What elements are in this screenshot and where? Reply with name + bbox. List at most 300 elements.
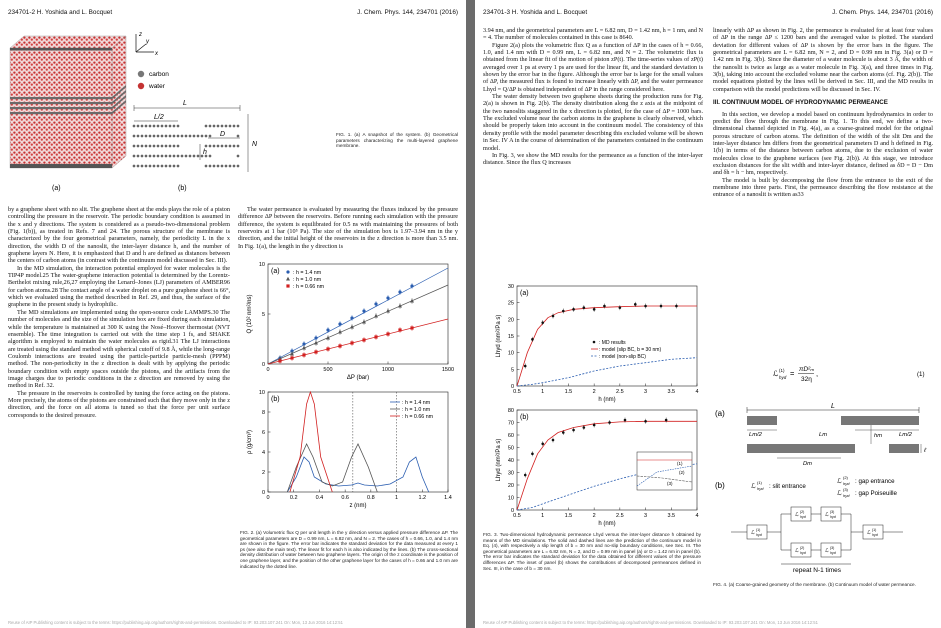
svg-text:(2): (2)	[843, 475, 848, 480]
svg-text:(3): (3)	[843, 487, 848, 492]
left-column-1	[8, 206, 230, 419]
panel-label: (b)	[271, 396, 280, 403]
md-point	[552, 439, 555, 442]
carbon-atom	[237, 165, 240, 168]
fig4-hm-label: hm	[874, 433, 883, 439]
h-label: h	[203, 149, 207, 156]
axis-x-label: x	[155, 51, 158, 57]
svg-text:hyd: hyd	[830, 515, 836, 519]
watermark: Reuse of AIP Publishing content is subject to the terms: https://publishing.aip.org/authors/rights-and-permissions. Downloaded to IP: 93.203.107.241 On: Mon, 13 Jun 2016 14:12:51	[483, 620, 818, 625]
y-tick-label: 30	[507, 470, 514, 477]
x-tick-label: 0	[266, 367, 270, 373]
svg-text:ℒ: ℒ	[751, 483, 756, 490]
paragraph: 3.94 nm, and the geometrical parameters are L = 6.82 nm, D = 1.42 nm, h = 1 nm, and N = 4. The number of molecules contained in this case is 8640.	[483, 27, 703, 42]
carbon-atom	[173, 165, 176, 168]
panel-label: (b)	[520, 414, 529, 421]
paragraph: linearly with ΔP as shown in Fig. 2, the permeance is evaluated for at least four values of ΔP in the range ΔP ≤ 1200 bars and the averaged value is plotted. The standard deviation for different values of ΔP is shown by the error bars in the figure. The geometrical parameters are L = 6.82 nm, N = 2, and D = 0.99 nm in Fig. 3(a) or D = 1.42 nm in Fig. 3(b). Since the diameter of a water molecule is about 3 Å, the width of the nanoslit is twice as large as a water molecule in Fig. 3(a), and three times in Fig. 3(b), taking into account the excluded volume near the carbon atoms (cf. Fig. 2(b)). The model equations plotted by the lines will be derived in Sec. III, and the MD results in comparison with the model predictions will be discussed in Sec. IV.	[713, 27, 933, 93]
md-point	[634, 303, 637, 306]
carbon-atom	[189, 155, 192, 158]
carbon-atom	[153, 165, 156, 168]
carbon-atom	[141, 155, 144, 158]
legend-marker	[286, 284, 289, 287]
y-tick-label: 60	[507, 433, 514, 439]
gap-entrance-label: : gap entrance	[855, 478, 895, 485]
legend-marker	[593, 341, 596, 344]
lower-slab	[747, 444, 855, 453]
carbon-atom	[169, 155, 172, 158]
paragraph: In Fig. 3, we show the MD results for the permeance as a function of the inter-layer distance. Since the flux Q increases	[483, 151, 703, 167]
carbon-atom	[153, 155, 156, 158]
md-point	[624, 419, 627, 422]
y-tick-label: 6	[261, 430, 265, 436]
svg-text:ℒ: ℒ	[837, 478, 842, 485]
y-tick-label: 0	[261, 362, 265, 368]
carbon-atom	[177, 155, 180, 158]
carbon-atom	[217, 125, 220, 128]
axis-y-label: y	[146, 39, 149, 45]
md-point	[665, 419, 668, 422]
header-left-text: 234701-2 H. Yoshida and L. Bocquet	[8, 9, 113, 16]
x-tick-label: 0.8	[367, 495, 375, 501]
data-point	[326, 336, 330, 340]
right-column-2	[713, 27, 933, 199]
paragraph: by a graphene sheet with no slit. The graphene sheet at the ends plays the role of a piston controlling the pressure in the reservoir. The periodic boundary condition is assumed in the x and y directions. The system is considered as a pseudo-two-dimensional problem (Fig. 1(b)), as treated in Refs. 7 and 24. The porous structure of the membrane is characterized by the four geometrical parameters, namely, the periodicity L in the x direction, the width D of the nanoslit, the inter-layer distance h, and the number of graphene layers N. Here, it is emphasized that D and h are defined as distances between the centers of carbon atoms (in contrast with the continuum model discussed in Sec. III).	[8, 206, 230, 265]
carbon-atom	[165, 165, 168, 168]
model-slip-line	[517, 306, 697, 386]
x-tick-label: 2	[592, 389, 596, 395]
svg-text:hyd: hyd	[800, 551, 806, 555]
carbon-atom	[229, 125, 232, 128]
carbon-atom	[205, 125, 208, 128]
md-point	[572, 429, 575, 432]
y-tick-label: 80	[507, 408, 514, 414]
carbon-atom	[237, 125, 240, 128]
carbon-atom	[157, 125, 160, 128]
carbon-atom	[161, 135, 164, 138]
left-page-header	[8, 9, 458, 21]
svg-text:ℒ: ℒ	[837, 490, 842, 497]
svg-text:hyd: hyd	[779, 375, 787, 380]
carbon-atom	[229, 145, 232, 148]
carbon-legend-icon	[138, 71, 144, 77]
md-point	[562, 310, 565, 313]
x-axis-label: h (nm)	[598, 521, 616, 527]
fit-line	[268, 319, 448, 364]
svg-text:(3): (3)	[830, 546, 835, 550]
data-point	[386, 332, 389, 335]
md-point	[541, 321, 544, 324]
right-column-1	[483, 27, 703, 167]
md-point	[583, 306, 586, 309]
carbon-atom	[133, 135, 136, 138]
carbon-atom	[173, 125, 176, 128]
carbon-atom	[157, 165, 160, 168]
panel-label: (a)	[271, 268, 280, 275]
carbon-atom	[133, 155, 136, 158]
svg-text:(2): (2)	[800, 510, 805, 514]
carbon-atom	[141, 135, 144, 138]
x-tick-label: 1	[395, 495, 399, 501]
md-point	[593, 308, 596, 311]
y-tick-label: 20	[507, 317, 514, 324]
carbon-atom	[205, 145, 208, 148]
legend-label: : h = 1.4 nm	[402, 400, 431, 406]
slit-entrance-label: : slit entrance	[769, 483, 806, 490]
svg-text:(3): (3)	[830, 510, 835, 514]
x-tick-label: 1.5	[564, 389, 573, 395]
gap-poiseuille-label: : gap Poiseuille	[855, 490, 897, 497]
carbon-atom	[173, 155, 176, 158]
svg-text:hyd: hyd	[872, 533, 878, 537]
carbon-atom	[209, 125, 212, 128]
fig4-L-label: L	[831, 403, 835, 410]
y-tick-label: 0	[510, 384, 514, 390]
carbon-atom	[213, 165, 216, 168]
carbon-atom	[149, 135, 152, 138]
carbon-atom	[137, 145, 140, 148]
carbon-atom	[141, 165, 144, 168]
svg-text:hyd: hyd	[756, 533, 762, 537]
svg-text:(1): (1)	[872, 528, 877, 532]
system-snapshot	[10, 36, 126, 168]
x-tick-label: 2	[592, 513, 596, 519]
carbon-atom	[225, 145, 228, 148]
fig1-label-a: (a)	[52, 185, 61, 192]
legend-label: : h = 0.66 nm	[402, 414, 434, 420]
svg-text:hyd: hyd	[843, 493, 850, 498]
x-tick-label: 1500	[441, 367, 455, 373]
svg-text:32η: 32η	[801, 376, 812, 383]
md-point	[644, 305, 647, 308]
svg-text:(2): (2)	[800, 546, 805, 550]
carbon-atom	[217, 145, 220, 148]
N-label: N	[252, 141, 258, 148]
x-tick-label: 1000	[381, 367, 395, 373]
upper-right-slab	[841, 416, 919, 425]
figure-2	[240, 260, 460, 528]
left-column-2	[238, 206, 458, 250]
carbon-atom	[193, 135, 196, 138]
carbon-atom	[161, 165, 164, 168]
svg-text:(1): (1)	[756, 528, 761, 532]
fig4-label-a: (a)	[715, 409, 725, 418]
x-tick-label: 4	[695, 389, 699, 395]
data-point	[410, 284, 413, 287]
fig2-caption: FIG. 2. (a) Volumetric flux Q per unit length in the y direction versus applied pressure difference ΔP. The geometrical parameters are D = 0.99 nm, L = 6.82 nm, and N = 2. The cases of h = 0.66, 1.0, and 1.4 nm are shown in the figure. The error bar indicates the standard deviation for the data measured at every 1 ps (see also the main text). The linear fit for each h is also indicated by the lines. (b) The cross-sectional density distribution of water between two graphene layers. The origin of the z coordinate is the position of one graphene layer, and the position of the other graphene layer for the cases of h = 0.66 and 1.0 nm are indicated by the dotted line.	[240, 530, 458, 569]
x-tick-label: 0.2	[289, 495, 298, 501]
data-point	[410, 299, 414, 303]
carbon-atom	[209, 165, 212, 168]
carbon-atom	[233, 145, 236, 148]
carbon-atom	[181, 155, 184, 158]
carbon-atom	[145, 165, 148, 168]
y-tick-label: 4	[261, 450, 265, 456]
md-point	[675, 305, 678, 308]
paragraph: The model is built by decomposing the flow from the entrance to the exit of the membrane into three parts. First, the permeance describing the flow resistance at the entrance of a nanoslit is written as33	[713, 176, 933, 199]
carbon-atom	[185, 135, 188, 138]
equation-number: (1)	[917, 371, 925, 378]
data-point	[290, 356, 293, 359]
svg-text:(1): (1)	[757, 480, 762, 485]
carbon-legend-label: carbon	[149, 71, 169, 78]
water-legend-label: water	[149, 83, 165, 90]
axis-z-label: z	[139, 32, 142, 38]
data-point	[386, 296, 389, 299]
carbon-atom	[209, 145, 212, 148]
carbon-atom	[133, 145, 136, 148]
model-noslip-line	[517, 358, 697, 386]
y-tick-label: 10	[507, 495, 514, 502]
carbon-atom	[145, 125, 148, 128]
svg-text:=: =	[790, 369, 795, 378]
carbon-atom	[145, 155, 148, 158]
legend-label: : h = 0.66 nm	[293, 284, 325, 290]
right-page-header	[483, 9, 933, 21]
legend-label: : model (slip BC, b = 30 nm)	[599, 347, 662, 353]
y-tick-label: 25	[507, 300, 514, 307]
carbon-atom	[197, 155, 200, 158]
carbon-atom	[137, 155, 140, 158]
data-point	[398, 328, 401, 331]
data-point	[410, 326, 413, 329]
carbon-atom	[217, 165, 220, 168]
D-label: D	[220, 131, 226, 138]
y-tick-label: 0	[510, 508, 514, 514]
paragraph: The MD simulations are implemented using the open-source code LAMMPS.30 The number of molecules and the size of the simulation box are fixed during each simulation, while the temperature is maintained at 300 K using the Nosé–Hoover thermostat (NVT ensemble). The time integration is carried out with the time step 1 fs, and SHAKE algorithm is employed to maintain the water molecules as rigid.31 The LJ interactions are treated using the standard method with spherical cutoff of 9.8 Å, while the long-range Coulomb interactions are treated using the particle-particle particle-mesh (PPPM) method. The non-periodicity in the z direction is dealt with by applying the periodic boundary condition with empty spaces outside the pistons, and the artifacts from the image charges due to periodic conditions in the z direction are removed by using the method in Ref. 32.	[8, 308, 230, 390]
legend-label: : h = 1.0 nm	[402, 407, 431, 413]
y-tick-label: 20	[507, 483, 514, 489]
svg-text:(1): (1)	[779, 368, 785, 373]
data-point	[362, 338, 365, 341]
section-heading: III. CONTINUUM MODEL OF HYDRODYNAMIC PERMEANCE	[713, 99, 888, 107]
legend-label: : model (non-slip BC)	[599, 354, 646, 360]
carbon-atom	[209, 135, 212, 138]
carbon-atom	[169, 165, 172, 168]
right-page	[475, 0, 941, 628]
svg-text:hyd: hyd	[843, 481, 850, 486]
carbon-atom	[177, 145, 180, 148]
carbon-atom	[165, 145, 168, 148]
y-axis-label: Lhyd (nm²/Pa s)	[496, 314, 502, 358]
fig4-caption: FIG. 4. (a) Coarse-grained geometry of the membrane. (b) Continuum model of water permeance.	[713, 582, 916, 587]
equation-1	[713, 360, 935, 386]
md-point	[593, 424, 596, 427]
carbon-atom	[165, 125, 168, 128]
fig3a-frame	[517, 286, 697, 386]
md-point	[531, 452, 534, 455]
L-label: L	[183, 100, 187, 107]
y-tick-label: 70	[507, 420, 514, 427]
x-axis-label: h (nm)	[598, 397, 616, 403]
legend-marker	[286, 270, 289, 273]
fig4-Lm-label: Lm	[819, 432, 828, 438]
carbon-atom	[189, 135, 192, 138]
carbon-atom	[221, 125, 224, 128]
data-point	[374, 302, 377, 305]
carbon-atom	[213, 125, 216, 128]
y-axis-label: Lhyd (nm²/Pa s)	[496, 438, 502, 482]
data-point	[338, 322, 341, 325]
md-point	[552, 315, 555, 318]
data-point	[326, 347, 329, 350]
carbon-atom	[153, 145, 156, 148]
carbon-atom	[169, 145, 172, 148]
carbon-atom	[169, 135, 172, 138]
legend-label: : MD results	[599, 340, 626, 346]
carbon-atom	[149, 145, 152, 148]
svg-text:hyd: hyd	[830, 551, 836, 555]
fig4-Lm2-right: Lm/2	[899, 432, 912, 438]
carbon-atom	[185, 155, 188, 158]
y-axis-label: Q (10² nm²/ns)	[247, 294, 253, 334]
md-point	[603, 305, 606, 308]
svg-text:ℒ: ℒ	[825, 548, 829, 554]
y-tick-label: 0	[261, 490, 265, 496]
paragraph: In this section, we develop a model based on continuum hydrodynamics in order to predict the flow through the membrane in Fig. 1. To this end, we define a two-dimensional channel depicted in Fig. 4(a), as a coarse-grained model for the original porous structure of carbon atoms. The definition of the width of the slit Dm and the inter-layer distance hm differs from the geometrical parameters D and h defined in Fig. 1(b) in terms of the distance between carbon atoms, due to the exclusion of water molecules close to the graphene surfaces (see Fig. 2(b)). At this stage, we introduce exclusion distances for the slit width and inter-layer distance, defined as δD = D − Dm and δh = h − hm, respectively.	[713, 110, 933, 177]
x-tick-label: 3	[644, 513, 648, 519]
carbon-atom	[237, 135, 240, 138]
figure-3	[487, 282, 703, 530]
carbon-atom	[233, 125, 236, 128]
svg-text:ℒ: ℒ	[751, 530, 755, 536]
panel-label: (a)	[520, 290, 529, 297]
x-tick-label: 1	[541, 389, 545, 395]
carbon-atom	[157, 155, 160, 158]
carbon-atom	[137, 125, 140, 128]
carbon-atom	[173, 135, 176, 138]
legend-marker	[286, 277, 290, 281]
figure-4	[713, 400, 935, 580]
data-point	[326, 328, 329, 331]
carbon-atom	[149, 125, 152, 128]
carbon-atom	[161, 125, 164, 128]
y-tick-label: 5	[510, 367, 514, 374]
fig4-l-label: ℓ	[924, 448, 926, 454]
carbon-atom	[177, 125, 180, 128]
svg-text:πD²ₘ: πD²ₘ	[799, 366, 815, 373]
carbon-atom	[145, 145, 148, 148]
water-legend-icon	[138, 83, 144, 89]
carbon-atom	[153, 125, 156, 128]
svg-text:hyd: hyd	[800, 515, 806, 519]
md-point	[660, 305, 663, 308]
svg-text:ℒ: ℒ	[773, 369, 779, 378]
carbon-atom	[233, 165, 236, 168]
fig4-Dm-label: Dm	[803, 461, 813, 467]
carbon-atom	[221, 145, 224, 148]
carbon-atom	[161, 155, 164, 158]
header-right-text: J. Chem. Phys. 144, 234701 (2016)	[832, 9, 933, 16]
fig1-label-b: (b)	[178, 185, 187, 192]
data-point	[350, 341, 353, 344]
repeat-label: repeat N-1 times	[793, 567, 842, 574]
fig3-caption: FIG. 3. Two-dimensional hydrodynamic permeance Lhyd versus the inter-layer distance h obtained by means of the MD simulations. The solid and dashed lines are the prediction of the continuum model in Eq. (4), with respectively a slip length of b = 30 nm and no-slip boundary conditions, see Sec. III. The geometrical parameters are L = 6.82 nm, N = 2, and D = 0.99 nm in panel (a) or D = 1.42 nm in panel (b). The error bar indicates the standard deviation for the data obtained for different values of the pressure differences ΔP. The inset of panel (b) shows the contributions of decomposed permeances defined in Sec. III, in the case of b = 30 nm.	[483, 532, 701, 571]
data-point	[314, 336, 317, 339]
carbon-atom	[177, 135, 180, 138]
carbon-atom	[133, 125, 136, 128]
lower-right-slab	[889, 444, 919, 453]
y-axis-label: ρ (g/cm³)	[247, 429, 253, 455]
carbon-atom	[213, 145, 216, 148]
y-tick-label: 10	[258, 262, 265, 268]
y-tick-label: 40	[507, 458, 514, 464]
md-point	[562, 431, 565, 434]
carbon-atom	[141, 145, 144, 148]
svg-text:ℒ: ℒ	[795, 548, 799, 554]
md-point	[541, 442, 544, 445]
data-point	[290, 352, 294, 356]
md-point	[572, 308, 575, 311]
header-right-text: J. Chem. Phys. 144, 234701 (2016)	[357, 9, 458, 16]
x-tick-label: 1.4	[444, 495, 452, 501]
md-point	[583, 426, 586, 429]
x-axis-label: ΔP (bar)	[346, 375, 370, 381]
data-point	[398, 290, 401, 293]
carbon-atom	[225, 165, 228, 168]
svg-text:,: ,	[816, 369, 819, 378]
upper-left-slab	[747, 416, 777, 425]
inset-label: (3)	[667, 481, 673, 486]
paragraph: The pressure in the reservoirs is controlled by tuning the force acting on the pistons. More precisely, the atoms of the pistons are constrained such that they move only in the z direction, and the force on all atoms is tuned so that the force per unit surface corresponds to the desired pressure.	[8, 389, 230, 419]
md-point	[608, 421, 611, 424]
carbon-atom	[153, 135, 156, 138]
x-tick-label: 0.5	[513, 513, 521, 519]
carbon-atom	[165, 135, 168, 138]
left-page	[0, 0, 466, 628]
carbon-atom	[137, 165, 140, 168]
carbon-atom	[141, 125, 144, 128]
fit-line	[268, 285, 448, 364]
figure-1	[8, 26, 348, 196]
x-tick-label: 1.2	[418, 495, 427, 501]
svg-text:ℒ: ℒ	[795, 512, 799, 518]
md-point	[619, 306, 622, 309]
y-tick-label: 15	[507, 334, 514, 340]
carbon-atom	[237, 155, 240, 158]
inset-label: (2)	[679, 470, 685, 475]
y-tick-label: 2	[261, 470, 265, 476]
paragraph: The water permeance is evaluated by measuring the fluxes induced by the pressure difference ΔP between the reservoirs. Before running each simulation with the pressure difference, the system is equilibrated for 0.5 ns with maintaining the pressures of both reservoirs at 1 bar (10⁵ Pa). The size of the simulation box is 1.97–3.94 nm in the y direction, and the initial height of the reservoirs in the z direction is more than 3.5 nm. In Fig. 1(a), the length in the y direction is	[238, 206, 458, 250]
x-tick-label: 2.5	[616, 389, 624, 395]
y-tick-label: 50	[507, 445, 514, 452]
fig4-Lm2-left: Lm/2	[749, 432, 762, 438]
md-point	[531, 338, 534, 341]
density-line	[287, 457, 428, 492]
y-tick-label: 8	[261, 410, 265, 416]
fig1-caption: FIG. 1. (a) A snapshot of the system. (b) Geometrical parameters characterizing the multi-layered graphene membrane.	[336, 132, 458, 149]
carbon-atom	[169, 125, 172, 128]
carbon-atom	[197, 135, 200, 138]
carbon-atom	[177, 165, 180, 168]
data-point	[362, 309, 365, 312]
carbon-atom	[221, 165, 224, 168]
x-tick-label: 0.6	[341, 495, 349, 501]
carbon-atom	[157, 145, 160, 148]
carbon-atom	[173, 145, 176, 148]
carbon-atom	[161, 145, 164, 148]
data-point	[314, 350, 317, 353]
carbon-atom	[225, 125, 228, 128]
md-point	[524, 474, 527, 477]
watermark: Reuse of AIP Publishing content is subject to the terms: https://publishing.aip.org/authors/rights-and-permissions. Downloaded to IP: 93.203.107.241 On: Mon, 13 Jun 2016 14:12:51	[8, 620, 343, 625]
svg-text:ℒ: ℒ	[867, 530, 871, 536]
carbon-atom	[165, 155, 168, 158]
x-tick-label: 3.5	[667, 513, 676, 519]
x-tick-label: 0.4	[315, 495, 324, 501]
y-tick-label: 30	[507, 284, 514, 290]
carbon-atom	[133, 165, 136, 168]
x-tick-label: 1.5	[564, 513, 573, 519]
